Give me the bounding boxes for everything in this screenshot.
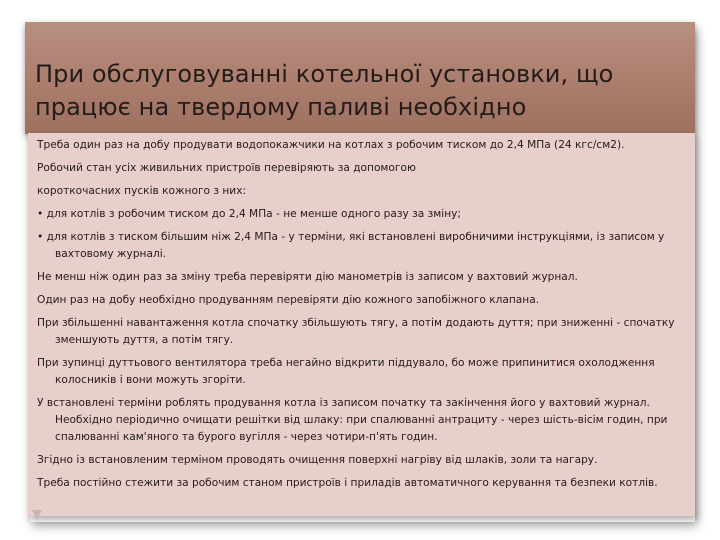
paragraph-6: Не менш ніж один раз за зміну треба перевіряти дію манометрів із записом у вахтовий журнал. (37, 271, 578, 283)
paragraph-9: При зупинці дуттьового вентилятора треба негайно відкрити піддувало, бо може припинитися охолодження колосників і вони можуть згоріти. (37, 357, 655, 386)
paragraph-11: Згідно із встановленим терміном проводять очищення поверхні нагріву від шлаків, золи та нагару. (37, 454, 598, 466)
paragraph-3: короткочасних пусків кожного з них: (37, 185, 247, 197)
paragraph-5: • для котлів з тиском більшим ніж 2,4 МПа - у терміни, які встановлені виробничими інструкціями, із записом у вахтовому журналі. (37, 231, 665, 260)
paragraph-7: Один раз на добу необхідно продуванням перевіряти дію кожного запобіжного клапана. (37, 294, 540, 306)
paragraph-12: Треба постійно стежити за робочим станом пристроїв і приладів автоматичного керування та безпеки котлів. (37, 477, 658, 489)
paragraph-8: При збільшенні навантаження котла спочатку збільшують тягу, а потім додають дуття; при зниженні - спочатку зменшують дуття, а потім тягу. (37, 317, 675, 346)
paragraph-1: Треба один раз на добу продувати водопокажчики на котлах з робочим тиском до 2,4 МПа (24 кгс/см2). (37, 139, 625, 151)
paragraph-4: • для котлів з робочим тиском до 2,4 МПа - не менше одного разу за зміну; (37, 208, 461, 220)
paragraph-10: У встановлені терміни роблять продування котла із записом початку та закінчення його у вахтовий журнал. Необхідно періодично очищати решітки від шлаку: при спалюванні антрациту - через шість-вісім годин, при спалюванні кам'яного та бурого вугілля - через чотири-п'ять годин. (37, 397, 668, 443)
callout-tail (32, 510, 42, 520)
content-box (28, 133, 695, 516)
paragraph-2: Робочий стан усіх живильних пристроїв перевіряють за допомогою (37, 162, 416, 174)
slide-title: При обслуговуванні котельної установки, що працює на твердому паливі необхідно (35, 60, 614, 121)
